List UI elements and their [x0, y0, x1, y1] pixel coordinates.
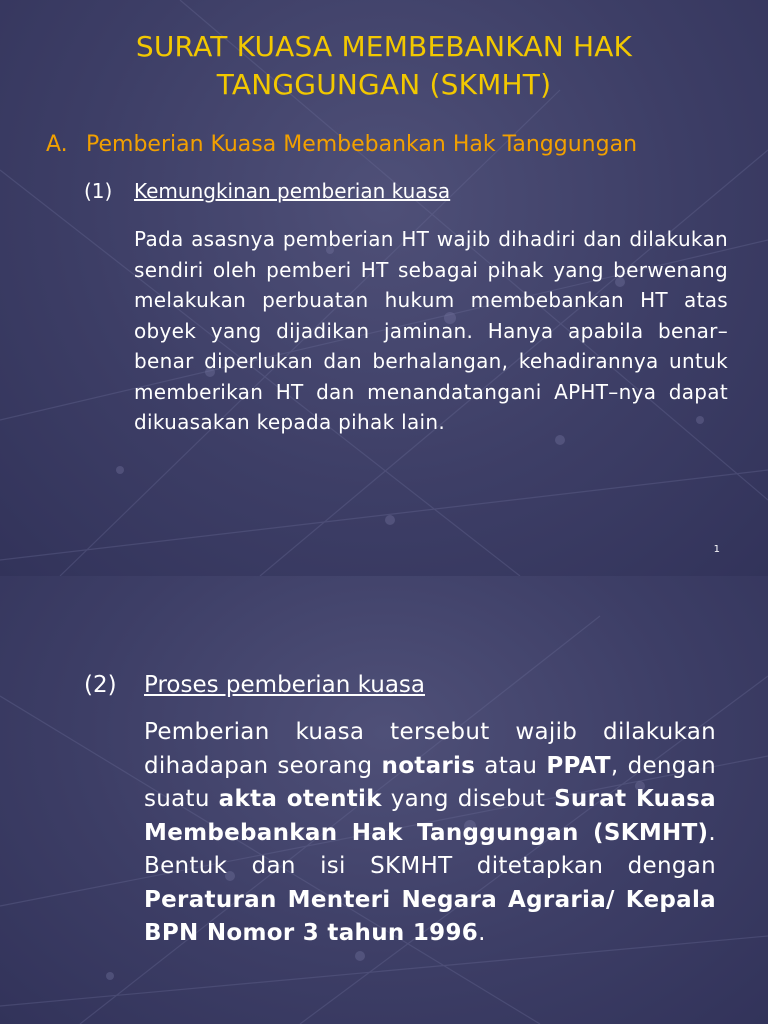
emphasis-skmht: Surat Kuasa Membebankan Hak Tanggungan (SKMHT): [144, 786, 716, 846]
slide-title: [0, 28, 768, 104]
paragraph-2-text: atau: [475, 752, 547, 779]
item-heading-text-2: Proses pemberian kuasa: [144, 672, 426, 698]
paragraph-2-text: yang disebut: [381, 786, 555, 812]
title-line-2: TANGGUNGAN (SKMHT): [216, 68, 552, 101]
section-heading: [46, 130, 637, 160]
emphasis-ppat: PPAT: [546, 752, 611, 779]
emphasis-notaris: notaris: [381, 752, 476, 779]
title-line-1: SURAT KUASA MEMBEBANKAN HAK: [135, 30, 633, 63]
page-number: 1: [713, 544, 720, 555]
emphasis-akta-otentik: akta otentik: [218, 786, 382, 812]
item-heading-1: [84, 177, 450, 205]
slide-2: [0, 576, 768, 1024]
section-heading-text: Pemberian Kuasa Membebankan Hak Tanggungan: [86, 132, 638, 157]
paragraph-2-text: , dengan suatu: [144, 752, 716, 812]
item-number-1: (1): [84, 179, 113, 203]
paragraph-2: [144, 716, 716, 951]
item-heading-text-1: Kemungkinan pemberian kuasa: [134, 179, 451, 203]
item-heading-2: [84, 669, 425, 701]
item-number-2: (2): [84, 672, 117, 698]
paragraph-2-text: Pemberian kuasa tersebut wajib dilakukan dihadapan seorang: [144, 719, 716, 779]
paragraph-2-text: .: [478, 920, 486, 946]
emphasis-peraturan: Peraturan Menteri Negara Agraria/ Kepala BPN Nomor 3 tahun 1996: [144, 886, 716, 946]
paragraph-2-text: . Bentuk dan isi SKMHT ditetapkan dengan: [144, 819, 716, 879]
section-marker: A.: [46, 132, 68, 157]
paragraph-1: Pada asasnya pemberian HT wajib dihadiri dan dilakukan sendiri oleh pemberi HT sebagai pihak yang berwenang melakukan perbuatan hukum membebankan HT atas obyek yang dijadikan jaminan. Hanya apabila benar–benar diperlukan dan berhalangan, kehadirannya untuk memberikan HT dan menandatangani APHT–nya dapat dikuasakan kepada pihak lain.: [134, 227, 728, 434]
